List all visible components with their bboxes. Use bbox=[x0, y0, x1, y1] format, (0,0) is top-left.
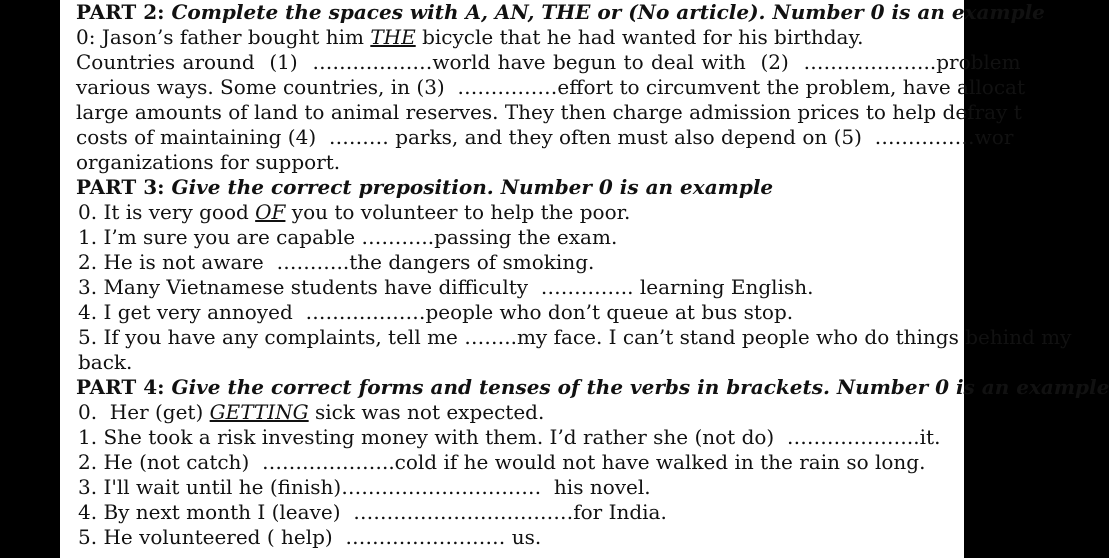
part4-item: 5. He volunteered ( help) …………………… us. bbox=[78, 525, 542, 549]
part3-item: 3. Many Vietnamese students have difficulty ………….. learning English. bbox=[78, 275, 814, 299]
part4-heading: PART 4: Give the correct forms and tenses of the verbs in brackets. Number 0 is an example bbox=[76, 375, 1109, 399]
part3-example: 0. It is very good OF you to volunteer to help the poor. bbox=[78, 200, 631, 224]
part2-text-line: organizations for support. bbox=[76, 150, 341, 174]
part2-example: 0: Jason’s father bought him THE bicycle that he had wanted for his birthday. bbox=[76, 25, 864, 49]
worksheet-content bbox=[76, 0, 1109, 550]
part2-text-line: costs of maintaining (4) ……… parks, and they often must also depend on (5) ……………wor bbox=[76, 125, 1014, 149]
part3-item: 2. He is not aware ………..the dangers of smoking. bbox=[78, 250, 595, 274]
part4-item: 3. I'll wait until he (finish)………………………… his novel. bbox=[78, 475, 651, 499]
example-answer: THE bbox=[370, 25, 416, 49]
part2-text-line: Countries around (1) ………………world have begun to deal with (2) ………………..problem bbox=[76, 50, 1021, 74]
part3-item: 5. If you have any complaints, tell me ……..my face. I can’t stand people who do things behind my bbox=[78, 325, 1072, 349]
part3-item: 4. I get very annoyed ………………people who don’t queue at bus stop. bbox=[78, 300, 794, 324]
example-answer: GETTING bbox=[209, 400, 309, 424]
part4-item: 2. He (not catch) ………………..cold if he would not have walked in the rain so long. bbox=[78, 450, 926, 474]
part2-text-line: various ways. Some countries, in (3) ……………effort to circumvent the problem, have allocat bbox=[76, 75, 1025, 99]
part4-item: 1. She took a risk investing money with them. I’d rather she (not do) ………………..it. bbox=[78, 425, 941, 449]
part4-example: 0. Her (get) GETTING sick was not expected. bbox=[78, 400, 545, 424]
part2-heading: PART 2: Complete the spaces with A, AN, THE or (No article). Number 0 is an example bbox=[76, 0, 1045, 24]
part4-item: 4. By next month I (leave) ……………………………for India. bbox=[78, 500, 667, 524]
part2-text-line: large amounts of land to animal reserves. They then charge admission prices to help defray t bbox=[76, 100, 1022, 124]
worksheet-page bbox=[60, 0, 1109, 558]
example-answer: OF bbox=[255, 200, 286, 224]
part3-item: back. bbox=[78, 350, 133, 374]
part3-heading: PART 3: Give the correct preposition. Number 0 is an example bbox=[76, 175, 774, 199]
part3-item: 1. I’m sure you are capable ………..passing the exam. bbox=[78, 225, 618, 249]
